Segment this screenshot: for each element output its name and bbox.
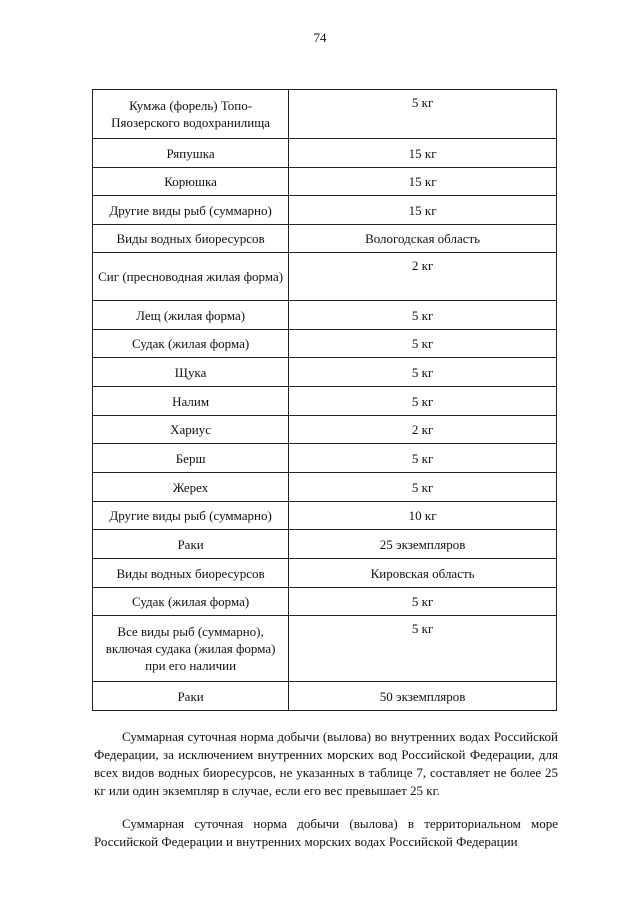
table-row (93, 168, 557, 196)
paragraph-2-text: Суммарная суточная норма добычи (вылова) в территориальном море Российской Федерации и внутренних морских водах Российской Федерации (94, 816, 558, 849)
species-cell: Раки (93, 530, 289, 559)
species-cell: Кумжа (форель) Топо-Пяозерского водохранилища (93, 90, 289, 139)
species-cell: Ряпушка (93, 139, 289, 168)
table-row (93, 90, 557, 139)
species-cell: Лещ (жилая форма) (93, 301, 289, 330)
species-cell: Виды водных биоресурсов (93, 559, 289, 588)
limit-cell: Кировская область (289, 559, 557, 588)
limit-cell: 15 кг (289, 168, 557, 196)
limit-cell: 5 кг (289, 330, 557, 358)
paragraph-1 (94, 728, 558, 800)
limit-cell: 5 кг (289, 473, 557, 502)
table-row (93, 225, 557, 253)
limit-cell: 5 кг (289, 444, 557, 473)
table-row (93, 682, 557, 711)
limit-cell: 2 кг (289, 416, 557, 444)
species-cell: Хариус (93, 416, 289, 444)
species-cell: Берш (93, 444, 289, 473)
table-row (93, 444, 557, 473)
table-row (93, 139, 557, 168)
table-row (93, 559, 557, 588)
limit-cell: 25 экземпляров (289, 530, 557, 559)
table-row (93, 330, 557, 358)
species-cell: Другие виды рыб (суммарно) (93, 502, 289, 530)
species-cell: Сиг (пресноводная жилая форма) (93, 253, 289, 301)
table-row (93, 358, 557, 387)
catch-limits-table (92, 89, 557, 711)
species-cell: Налим (93, 387, 289, 416)
species-cell: Другие виды рыб (суммарно) (93, 196, 289, 225)
limit-cell: 5 кг (289, 358, 557, 387)
limit-cell: 5 кг (289, 90, 557, 139)
table-row (93, 416, 557, 444)
table-row (93, 301, 557, 330)
limit-cell: 5 кг (289, 588, 557, 616)
table-row (93, 502, 557, 530)
table-row (93, 616, 557, 682)
limit-cell: 10 кг (289, 502, 557, 530)
table-row (93, 196, 557, 225)
table-body (93, 90, 557, 711)
limit-cell: Вологодская область (289, 225, 557, 253)
species-cell: Жерех (93, 473, 289, 502)
limit-cell: 15 кг (289, 139, 557, 168)
table-row (93, 473, 557, 502)
species-cell: Все виды рыб (суммарно), включая судака (жилая форма) при его наличии (93, 616, 289, 682)
species-cell: Виды водных биоресурсов (93, 225, 289, 253)
page-number: 74 (313, 30, 327, 45)
table-row (93, 530, 557, 559)
limit-cell: 5 кг (289, 616, 557, 682)
limit-cell: 15 кг (289, 196, 557, 225)
limit-cell: 50 экземпляров (289, 682, 557, 711)
limit-cell: 5 кг (289, 387, 557, 416)
species-cell: Раки (93, 682, 289, 711)
limit-cell: 2 кг (289, 253, 557, 301)
species-cell: Судак (жилая форма) (93, 330, 289, 358)
table-row (93, 253, 557, 301)
table-row (93, 588, 557, 616)
paragraph-2 (94, 815, 558, 851)
species-cell: Корюшка (93, 168, 289, 196)
table-row (93, 387, 557, 416)
paragraph-1-text: Суммарная суточная норма добычи (вылова) во внутренних водах Российской Федерации, за исключением внутренних морских вод Российской Федерации, для всех видов водных биоресурсов, не указанных в таблице 7, составляет не более 25 кг или один экземпляр в случае, если его вес превышает 25 кг. (94, 729, 558, 798)
species-cell: Щука (93, 358, 289, 387)
limit-cell: 5 кг (289, 301, 557, 330)
species-cell: Судак (жилая форма) (93, 588, 289, 616)
